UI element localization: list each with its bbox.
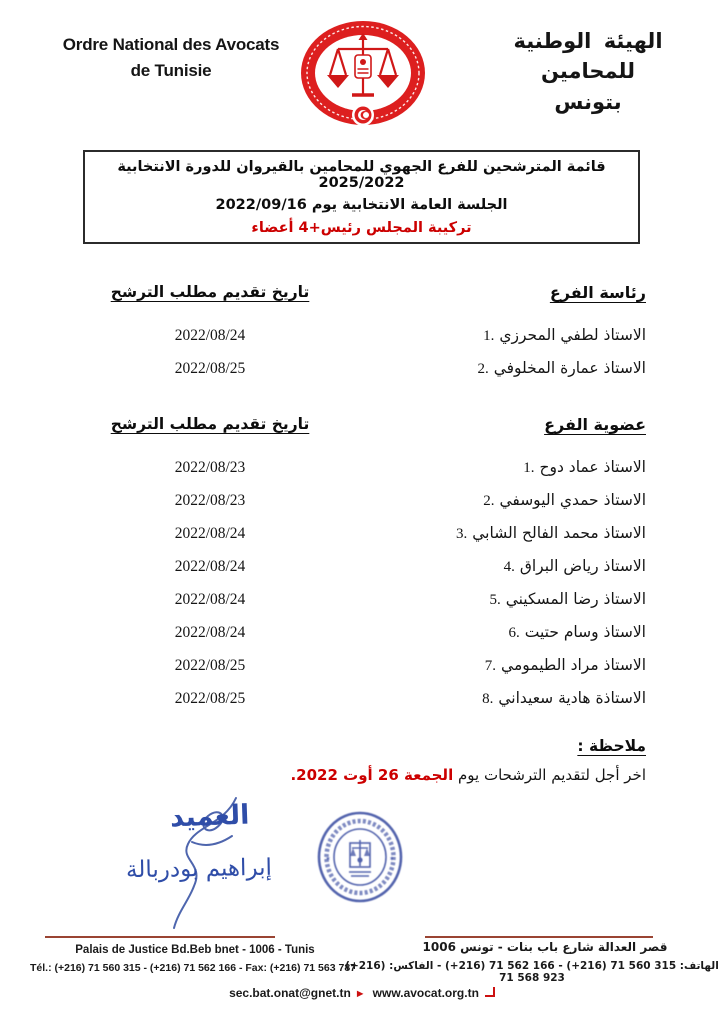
candidacy-date: 2022/08/25 xyxy=(174,359,246,377)
row-number: 8. xyxy=(482,691,494,707)
candidate-row xyxy=(90,616,646,649)
row-number: 4. xyxy=(503,559,515,575)
candidate-row xyxy=(90,451,646,484)
footer-phone-arabic: الهاتف: ‎(+216) 71 562 166‎ - ‎(+216) 71 560 315‎ - الفاكس: ‎(+216) 71 568 923‎ xyxy=(345,960,719,984)
signature-name: إبراهيم بودربالة xyxy=(125,854,273,884)
red-corner-mark-icon xyxy=(485,987,495,997)
footer-address-french: Palais de Justice Bd.Beb bnet - 1006 - Tunis xyxy=(75,944,315,956)
row-number: 1. xyxy=(483,328,495,344)
membership-date-header: تاريخ تقديم مطلب الترشح xyxy=(110,415,310,433)
candidacy-date: 2022/08/23 xyxy=(174,458,246,476)
candidate-name: الاستاذ رياض البراق xyxy=(519,557,646,575)
footer-rule-right xyxy=(425,936,653,938)
onat-scales-logo-icon xyxy=(296,18,430,141)
candidate-name: الاستاذة هادية سعيداني xyxy=(498,689,646,707)
section-membership xyxy=(90,415,646,715)
footer-rule-left xyxy=(45,936,275,938)
candidacy-date: 2022/08/25 xyxy=(174,689,246,707)
candidate-row xyxy=(90,550,646,583)
svg-text:✶: ✶ xyxy=(325,855,331,863)
row-number: 1. xyxy=(523,460,535,476)
candidate-row xyxy=(90,517,646,550)
row-number: 2. xyxy=(483,493,495,509)
org-name-french xyxy=(52,32,290,83)
candidate-name: الاستاذ عمارة المخلوفي xyxy=(493,359,646,377)
red-arrow-icon: ► xyxy=(354,988,366,1000)
note-text-red: الجمعة 26 أوت 2022. xyxy=(290,766,454,784)
candidacy-date: 2022/08/24 xyxy=(174,326,246,344)
candidate-row xyxy=(90,682,646,715)
svg-text:✶: ✶ xyxy=(389,855,395,863)
row-number: 6. xyxy=(508,625,520,641)
row-number: 7. xyxy=(484,658,497,674)
candidate-name: الاستاذ محمد الفالح الشابي xyxy=(472,524,646,542)
candidate-row xyxy=(90,352,646,385)
title-line-candidates: قائمة المترشحين للفرع الجهوي للمحامين بالقيروان للدورة الانتخابية 2025/2022 xyxy=(117,158,606,191)
candidacy-date: 2022/08/24 xyxy=(174,557,246,575)
org-ar-line1: الهيئة الوطنية للمحامين xyxy=(513,29,663,84)
candidacy-date: 2022/08/23 xyxy=(174,491,246,509)
membership-section-title: عضوية الفرع xyxy=(544,415,646,434)
row-number: 3. xyxy=(455,526,468,542)
candidate-row xyxy=(90,319,646,352)
footer-website: www.avocat.org.tn xyxy=(372,986,479,1000)
candidate-row xyxy=(90,649,646,682)
org-fr-line1: Ordre National des Avocats xyxy=(62,35,280,54)
candidate-name: الاستاذ رضا المسكيني xyxy=(505,590,646,608)
title-line-session: الجلسة العامة الانتخابية يوم 2022/09/16 xyxy=(215,197,508,213)
presidency-date-header: تاريخ تقديم مطلب الترشح xyxy=(110,283,310,301)
row-number: 2. xyxy=(477,361,489,377)
org-name-arabic xyxy=(468,26,708,117)
row-number: 5. xyxy=(489,592,501,608)
note-text-black: اخر أجل لتقديم الترشحات يوم xyxy=(453,766,646,784)
candidate-name: الاستاذ مراد الطيمومي xyxy=(501,656,646,674)
note-deadline-line xyxy=(226,766,646,784)
section-presidency xyxy=(90,283,646,385)
candidacy-date: 2022/08/24 xyxy=(174,590,246,608)
footer-phone-french: Tél.: (+216) 71 560 315 - (+216) 71 562 166 - Fax: (+216) 71 563 787 xyxy=(29,962,356,974)
note-title: ملاحظة : xyxy=(577,737,646,755)
org-ar-line2: بتونس xyxy=(554,89,622,114)
title-line-composition: تركيبة المجلس رئيس+4 أعضاء xyxy=(251,219,472,236)
onat-blue-round-stamp-icon xyxy=(316,810,404,909)
org-fr-line2: de Tunisie xyxy=(130,60,212,80)
candidate-name: الاستاذ عماد دوح xyxy=(539,458,646,476)
presidency-section-title: رئاسة الفرع xyxy=(549,283,646,302)
signature-title-dean: العميد xyxy=(169,799,250,834)
footer-address-arabic: قصر العدالة شارع باب بنات - تونس 1006 xyxy=(422,940,668,954)
candidacy-date: 2022/08/24 xyxy=(174,623,246,641)
candidacy-date: 2022/08/24 xyxy=(174,524,246,542)
candidate-row xyxy=(90,484,646,517)
footer-email: sec.bat.onat@gnet.tn xyxy=(229,986,351,1000)
candidate-name: الاستاذ وسام حتيت xyxy=(524,623,646,641)
candidate-name: الاستاذ حمدي اليوسفي xyxy=(499,491,646,509)
candidacy-date: 2022/08/25 xyxy=(174,656,246,674)
election-title-box xyxy=(83,150,640,244)
footer-web-line xyxy=(122,986,602,1000)
candidate-name: الاستاذ لطفي المحرزي xyxy=(499,326,646,344)
candidate-row xyxy=(90,583,646,616)
